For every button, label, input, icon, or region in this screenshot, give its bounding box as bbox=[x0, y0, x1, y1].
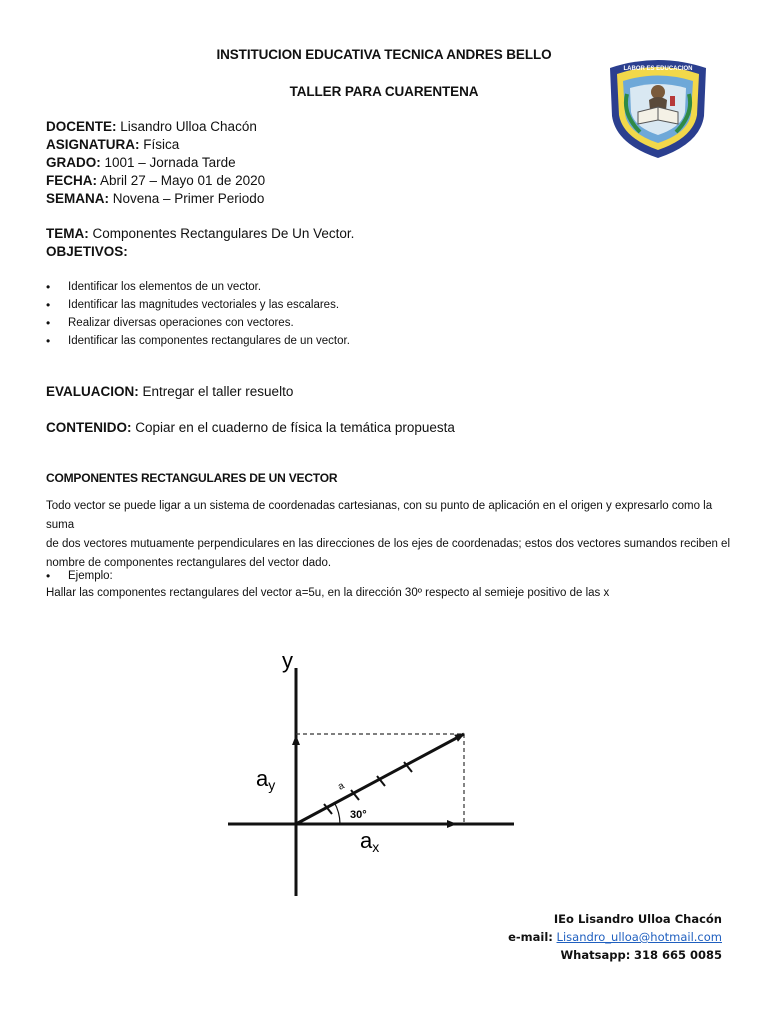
workshop-title: TALLER PARA CUARENTENA bbox=[289, 84, 479, 99]
fecha-line bbox=[46, 172, 265, 190]
logo-motto: LABOR ES EDUCACION bbox=[623, 66, 693, 72]
footer-contact bbox=[508, 910, 722, 964]
example-bullet bbox=[46, 567, 113, 585]
evaluacion-label: EVALUACION: bbox=[46, 384, 139, 399]
asignatura-line bbox=[46, 136, 265, 154]
tema-line bbox=[46, 225, 354, 243]
contenido-value: Copiar en el cuaderno de física la temática propuesta bbox=[131, 420, 455, 435]
whatsapp-label: Whatsapp: bbox=[560, 948, 631, 962]
angle-arc bbox=[334, 802, 340, 824]
paragraph-line: nombre de componentes rectangulares del vector dado. bbox=[46, 557, 332, 569]
paragraph-line: Todo vector se puede ligar a un sistema de coordenadas cartesianas, con su punto de aplicación en el origen y expresarlo como la suma bbox=[46, 500, 713, 531]
objetivos-label: OBJETIVOS: bbox=[46, 244, 128, 259]
evaluacion-value: Entregar el taller resuelto bbox=[138, 384, 294, 399]
contenido-label: CONTENIDO: bbox=[46, 420, 132, 435]
semana-line bbox=[46, 190, 265, 208]
email-label: e-mail: bbox=[508, 930, 553, 944]
whatsapp-number: 318 665 0085 bbox=[633, 948, 722, 962]
objetivos-list bbox=[46, 278, 350, 350]
vector-a-label: a bbox=[336, 780, 347, 793]
semana-label: SEMANA: bbox=[46, 191, 109, 206]
list-item: • Identificar las componentes rectangulares de un vector. bbox=[46, 332, 350, 350]
ax-label bbox=[360, 828, 379, 855]
footer-email-line bbox=[508, 928, 722, 946]
ay-label bbox=[256, 766, 275, 793]
angle-label: 30° bbox=[350, 809, 367, 821]
objetivos-heading bbox=[46, 243, 128, 261]
asignatura-value: Física bbox=[139, 137, 180, 152]
fecha-label: FECHA: bbox=[46, 173, 97, 188]
ay-label-main: a bbox=[256, 766, 269, 791]
paragraph-line: de dos vectores mutuamente perpendiculares en las direcciones de los ejes de coordenadas; estos dos vectores sumandos reciben el bbox=[46, 538, 731, 550]
grado-line bbox=[46, 154, 265, 172]
docente-value: Lisandro Ulloa Chacón bbox=[116, 119, 257, 134]
email-link[interactable]: Lisandro_ulloa@hotmail.com bbox=[556, 930, 722, 944]
vector-diagram bbox=[222, 640, 522, 900]
ax-label-sub: x bbox=[372, 839, 380, 855]
school-shield-logo bbox=[600, 54, 716, 162]
y-axis-label: y bbox=[282, 648, 293, 673]
grado-label: GRADO: bbox=[46, 155, 101, 170]
tema-value: Componentes Rectangulares De Un Vector. bbox=[88, 226, 355, 241]
example-label: • Ejemplo: bbox=[46, 567, 113, 585]
docente-label: DOCENTE: bbox=[46, 119, 117, 134]
docente-line bbox=[46, 118, 265, 136]
list-item: • Identificar las magnitudes vectoriales y las escalares. bbox=[46, 296, 350, 314]
tema-label: TEMA: bbox=[46, 226, 89, 241]
contenido-line bbox=[46, 419, 455, 437]
ax-label-main: a bbox=[360, 828, 373, 853]
example-text: Hallar las componentes rectangulares del vector a=5u, en la dirección 30º respecto al semieje positivo de las x bbox=[46, 587, 610, 599]
asignatura-label: ASIGNATURA: bbox=[46, 137, 140, 152]
course-info bbox=[46, 118, 265, 208]
footer-name: IEo Lisandro Ulloa Chacón bbox=[553, 912, 722, 926]
section-paragraph bbox=[46, 497, 736, 573]
school-name: INSTITUCION EDUCATIVA TECNICA ANDRES BELLO bbox=[216, 47, 552, 62]
list-item: • Realizar diversas operaciones con vectores. bbox=[46, 314, 350, 332]
semana-value: Novena – Primer Periodo bbox=[109, 191, 265, 206]
footer-whatsapp-line bbox=[508, 946, 722, 964]
grado-value: 1001 – Jornada Tarde bbox=[100, 155, 236, 170]
list-item: • Identificar los elementos de un vector. bbox=[46, 278, 350, 296]
ay-label-sub: y bbox=[268, 777, 276, 793]
evaluacion-line bbox=[46, 383, 293, 401]
fecha-value: Abril 27 – Mayo 01 de 2020 bbox=[97, 173, 266, 188]
section-heading: COMPONENTES RECTANGULARES DE UN VECTOR bbox=[46, 471, 338, 485]
